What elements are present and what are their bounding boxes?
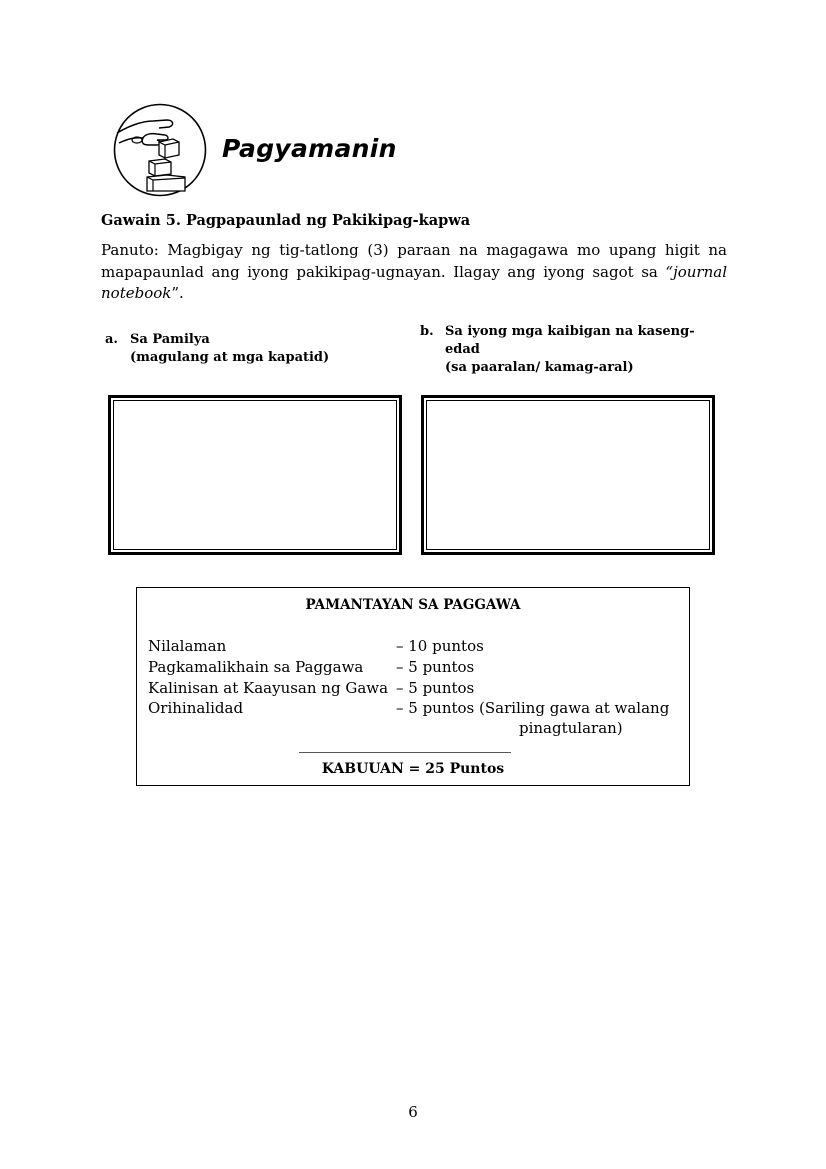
criterion-points-continued: pinagtularan) xyxy=(519,719,623,737)
criterion-label: Pagkamalikhain sa Paggawa xyxy=(148,658,364,676)
criterion-label: Nilalaman xyxy=(148,637,227,655)
instructions-text: Panuto: Magbigay ng tig-tatlong (3) paraan na magagawa mo upang higit na mapapaunlad ang iyong pakikipag-ugnayan. Ilagay ang iyong sagot sa xyxy=(101,241,727,281)
page-number: 6 xyxy=(408,1103,418,1121)
item-a-heading xyxy=(105,331,395,367)
item-b-heading xyxy=(420,323,720,377)
item-b-line2: edad xyxy=(445,342,480,357)
item-a-letter: a. xyxy=(105,332,118,347)
section-title: Pagyamanin xyxy=(222,134,397,163)
item-a-line2: (magulang at mga kapatid) xyxy=(130,350,330,365)
item-b-letter: b. xyxy=(420,324,434,339)
rubric-box xyxy=(136,587,690,786)
item-b-line1: Sa iyong mga kaibigan na kaseng- xyxy=(445,324,695,339)
criterion-points: – 5 puntos xyxy=(396,658,475,676)
instructions-italic: journal notebook xyxy=(101,262,727,302)
criterion-label: Orihinalidad xyxy=(148,699,244,717)
answer-box-b-inner xyxy=(426,400,710,550)
criterion-points: – 5 puntos (Sariling gawa at walang xyxy=(396,699,670,717)
answer-box-a-inner xyxy=(113,400,397,550)
item-b-line3: (sa paaralan/ kamag-aral) xyxy=(445,360,634,375)
quote-open: “ xyxy=(665,262,674,281)
rubric-title: PAMANTAYAN SA PAGGAWA xyxy=(305,597,521,613)
rubric-divider xyxy=(299,752,511,753)
rubric-total: KABUUAN = 25 Puntos xyxy=(321,761,505,777)
criterion-label: Kalinisan at Kaayusan ng Gawa xyxy=(148,679,389,697)
instructions xyxy=(101,240,727,305)
activity-title: Gawain 5. Pagpapaunlad ng Pakikipag-kapwa xyxy=(101,212,471,229)
item-a-line1: Sa Pamilya xyxy=(130,332,210,347)
answer-box-b[interactable] xyxy=(421,395,715,555)
hand-stacking-blocks-icon xyxy=(113,103,207,197)
quote-close: ”. xyxy=(171,284,184,302)
criterion-points: – 10 puntos xyxy=(396,637,484,655)
answer-box-a[interactable] xyxy=(108,395,402,555)
rubric-row-continued xyxy=(519,719,623,737)
criterion-points: – 5 puntos xyxy=(396,679,475,697)
